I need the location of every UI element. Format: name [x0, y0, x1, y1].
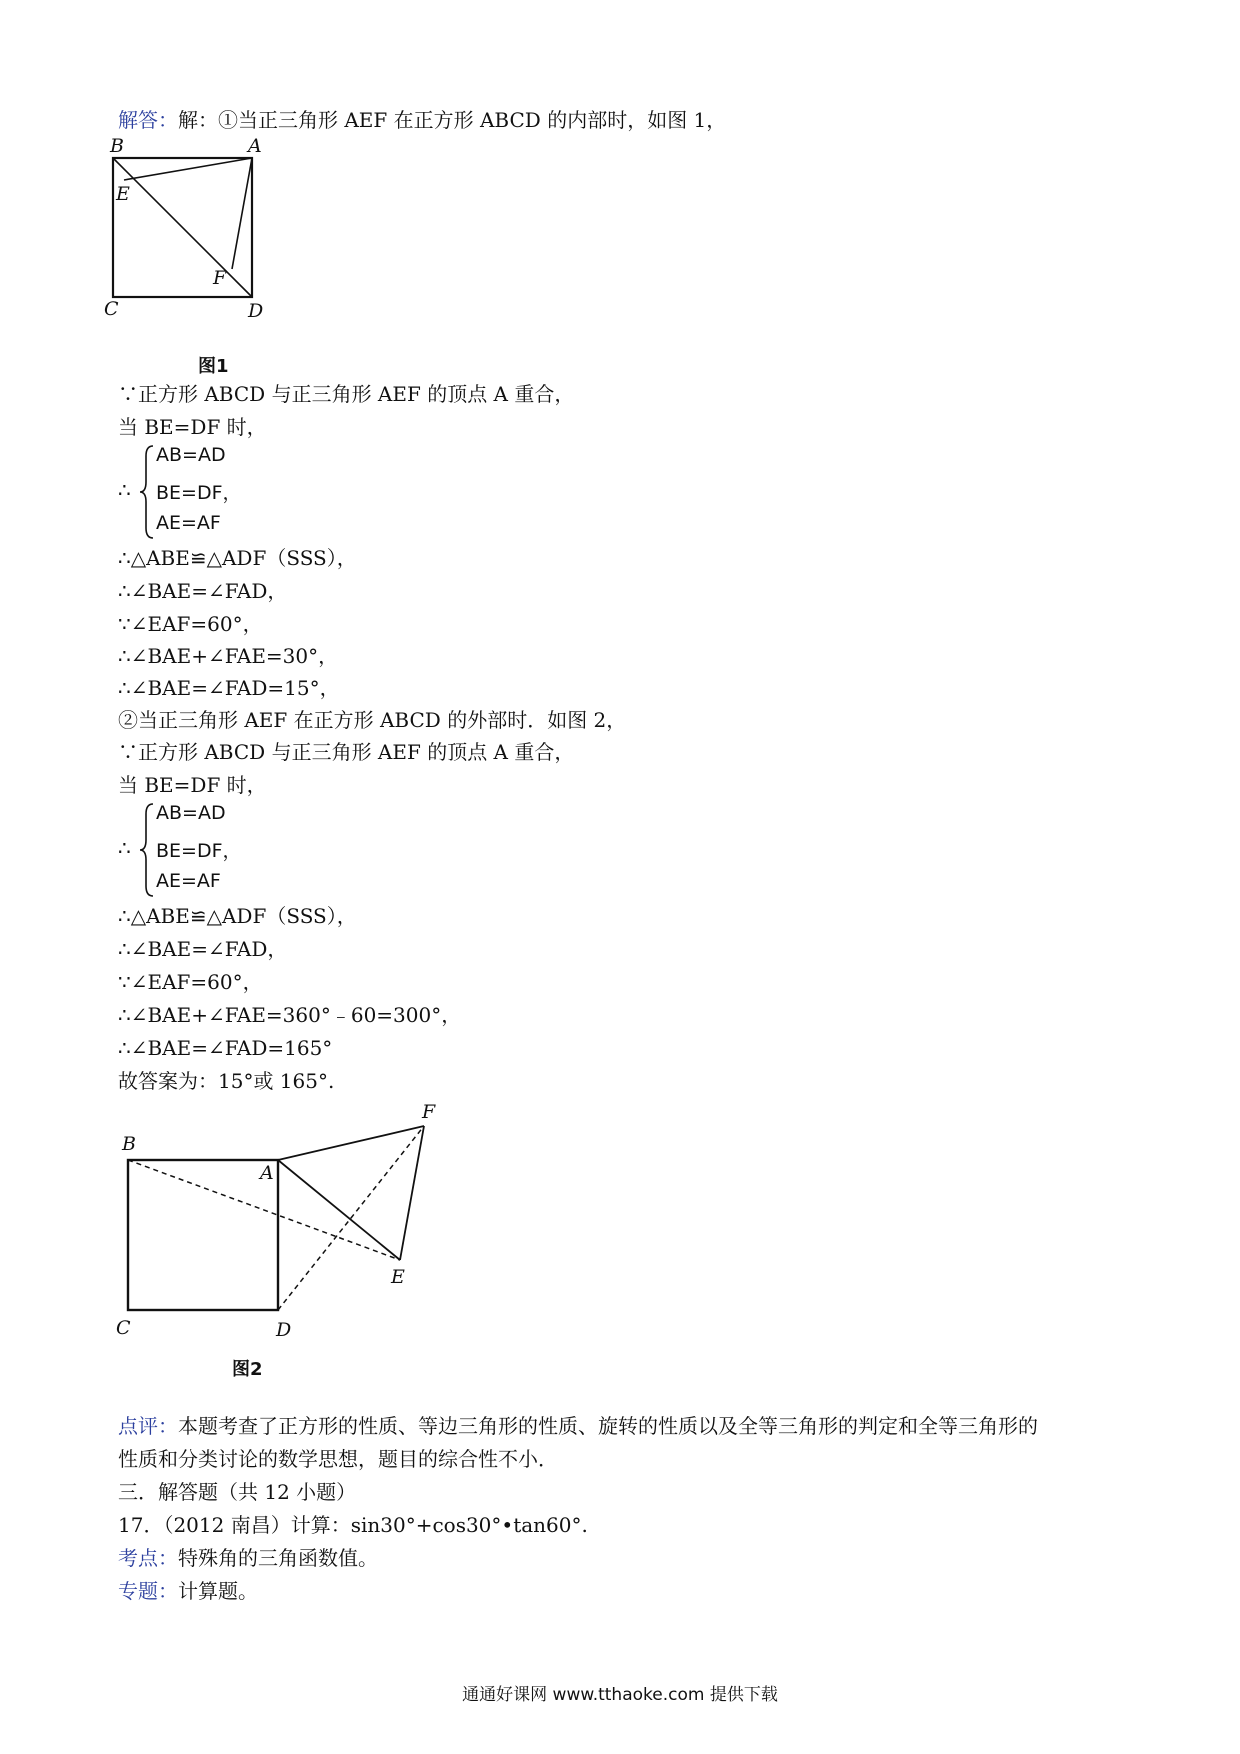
segment-af	[232, 158, 252, 269]
segment-af	[278, 1126, 424, 1160]
case1-line7: ∴∠BAE=∠FAD=15°，	[118, 676, 340, 700]
kaodian-label: 考点：	[118, 1546, 178, 1570]
solution-text: 解：①当正三角形 AEF 在正方形 ABCD 的内部时，如图 1，	[178, 108, 727, 132]
case2-line5: ∵∠EAF=60°，	[118, 970, 263, 994]
case1-system	[118, 444, 318, 544]
section-heading: 三．解答题（共 12 小题）	[118, 1480, 357, 1504]
case2-line2: 当 BE=DF 时，	[118, 773, 267, 797]
label-e: E	[391, 1266, 405, 1288]
label-e: E	[116, 183, 130, 205]
label-b: B	[110, 135, 124, 157]
solution-heading	[118, 106, 726, 134]
case1-line5: ∵∠EAF=60°，	[118, 612, 263, 636]
zhuanti-text: 计算题。	[178, 1579, 258, 1603]
figure-1-diagram	[100, 132, 280, 332]
case2-line4: ∴∠BAE=∠FAD，	[118, 937, 288, 961]
kaodian-line	[118, 1544, 378, 1572]
case1-line6: ∴∠BAE+∠FAE=30°，	[118, 644, 339, 668]
label-a: A	[248, 135, 262, 157]
case1-line2: 当 BE=DF 时，	[118, 415, 267, 439]
figure-1	[100, 132, 280, 332]
solution-label: 解答：	[118, 108, 178, 132]
kaodian-text: 特殊角的三角函数值。	[178, 1546, 378, 1570]
label-f: F	[213, 267, 227, 289]
figure-2-diagram	[110, 1090, 450, 1340]
system-eq-1: AB=AD	[156, 444, 226, 466]
case1-line4: ∴∠BAE=∠FAD，	[118, 579, 288, 603]
figure-1-caption: 图1	[198, 356, 229, 377]
case2-line1: ∵正方形 ABCD 与正三角形 AEF 的顶点 A 重合，	[118, 740, 575, 764]
system-eq-1: AB=AD	[156, 802, 226, 824]
case1-line3: ∴△ABE≌△ADF（SSS），	[118, 546, 357, 570]
system-eq-2: BE=DF，	[156, 482, 242, 504]
square-abcd	[128, 1160, 278, 1310]
system-eq-3: AE=AF	[156, 870, 221, 892]
system-eq-3: AE=AF	[156, 512, 221, 534]
page-footer: 通通好课网 www.tthaoke.com 提供下载	[462, 1685, 778, 1705]
system-eq-2: BE=DF，	[156, 840, 242, 862]
label-c: C	[104, 298, 119, 320]
comment-line1	[118, 1412, 1038, 1440]
case2-line6: ∴∠BAE+∠FAE=360°﹣60=300°，	[118, 1003, 462, 1027]
label-a: A	[260, 1162, 274, 1184]
comment-line2: 性质和分类讨论的数学思想，题目的综合性不小．	[118, 1447, 558, 1471]
zhuanti-label: 专题：	[118, 1579, 178, 1603]
label-d: D	[276, 1319, 292, 1340]
segment-ae	[278, 1160, 400, 1260]
case2-line0: ②当正三角形 AEF 在正方形 ABCD 的外部时．如图 2，	[118, 708, 627, 732]
label-b: B	[122, 1133, 136, 1155]
label-c: C	[116, 1317, 131, 1339]
therefore-symbol: ∴	[118, 836, 131, 860]
question-17: 17．（2012 南昌）计算：sin30°+cos30°•tan60°.	[118, 1513, 588, 1537]
figure-2	[110, 1090, 450, 1340]
case2-system	[118, 802, 318, 902]
case1-line1: ∵正方形 ABCD 与正三角形 AEF 的顶点 A 重合，	[118, 382, 575, 406]
segment-ae	[124, 158, 252, 180]
label-f: F	[422, 1101, 436, 1123]
case2-line3: ∴△ABE≌△ADF（SSS），	[118, 904, 357, 928]
brace-icon	[138, 802, 158, 898]
comment-text1: 本题考查了正方形的性质、等边三角形的性质、旋转的性质以及全等三角形的判定和全等三角形的	[178, 1414, 1038, 1438]
answer-line: 故答案为：15°或 165°.	[118, 1069, 335, 1093]
therefore-symbol: ∴	[118, 478, 131, 502]
label-d: D	[248, 300, 264, 322]
case2-line7: ∴∠BAE=∠FAD=165°	[118, 1036, 333, 1060]
brace-icon	[138, 444, 158, 540]
segment-fe	[400, 1126, 424, 1260]
zhuanti-line	[118, 1577, 258, 1605]
comment-label: 点评：	[118, 1414, 178, 1438]
figure-2-caption: 图2	[232, 1359, 263, 1380]
